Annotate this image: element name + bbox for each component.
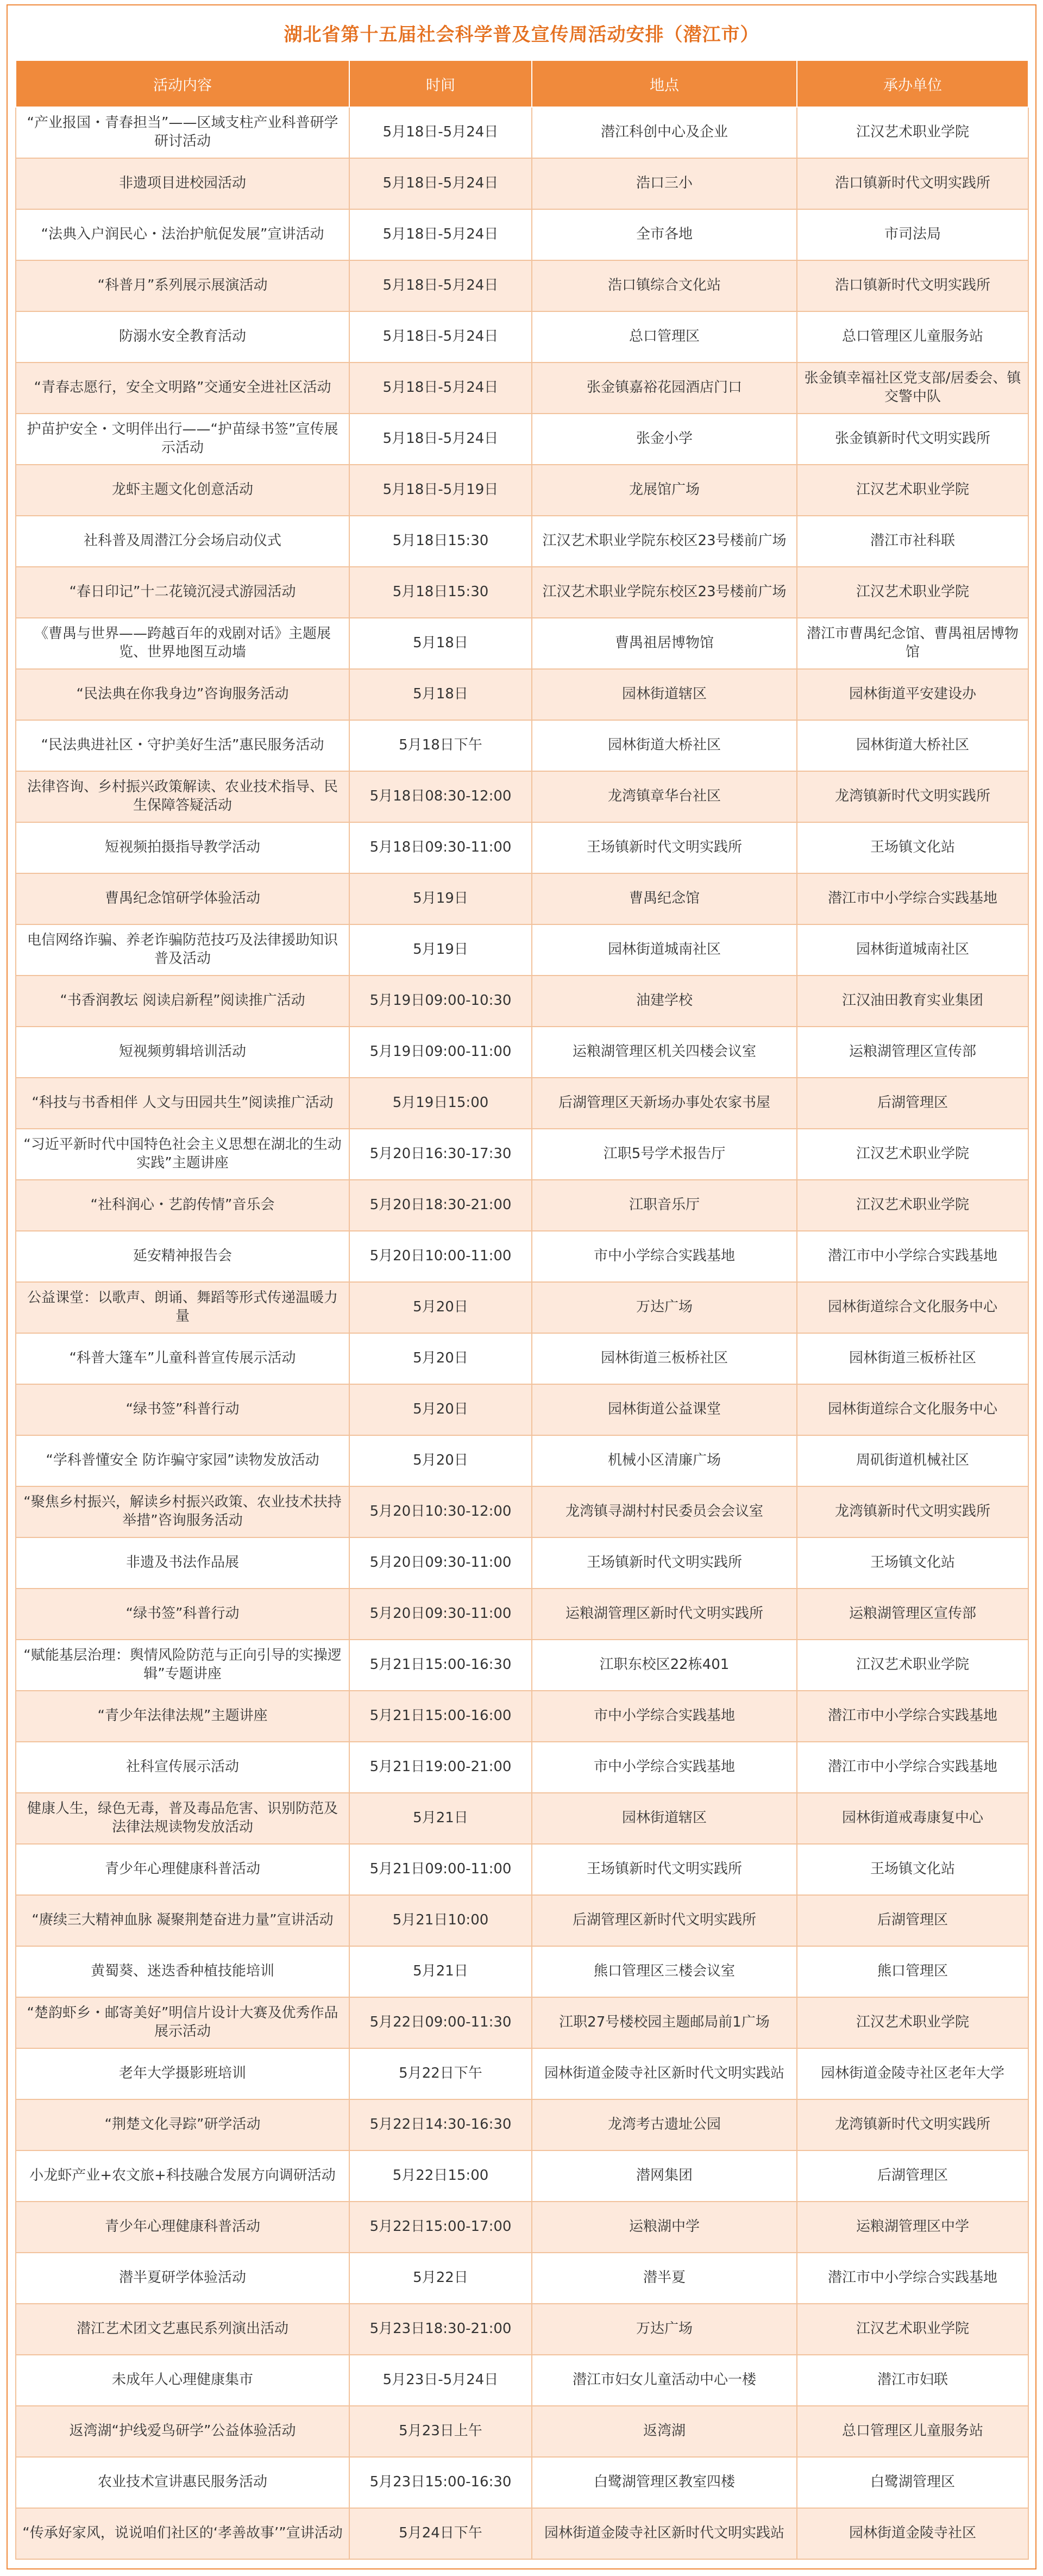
- location-cell: 园林街道三板桥社区: [532, 1333, 797, 1384]
- page-title: 湖北省第十五届社会科学普及宣传周活动安排（潜江市）: [284, 23, 759, 46]
- location-cell: 熊口管理区三楼会议室: [532, 1946, 797, 1997]
- location-cell: 江职音乐厅: [532, 1180, 797, 1231]
- location-cell: 江职5号学术报告厅: [532, 1129, 797, 1180]
- time-cell: 5月20日18:30-21:00: [349, 1180, 532, 1231]
- header-organizer: 承办单位: [797, 60, 1028, 107]
- activity-cell: 健康人生，绿色无毒，普及毒品危害、识别防范及法律法规读物发放活动: [16, 1793, 349, 1844]
- location-cell: 潜江市妇女儿童活动中心一楼: [532, 2355, 797, 2406]
- location-cell: 江职27号楼校园主题邮局前1广场: [532, 1997, 797, 2048]
- organizer-cell: 潜江市妇联: [797, 2355, 1028, 2406]
- activity-cell: 《曹禺与世界——跨越百年的戏剧对话》主题展览、世界地图互动墙: [16, 618, 349, 669]
- activity-cell: “产业报国・青春担当”——区域支柱产业科普研学研讨活动: [16, 107, 349, 158]
- location-cell: 后湖管理区新时代文明实践所: [532, 1895, 797, 1946]
- organizer-cell: 江汉艺术职业学院: [797, 1129, 1028, 1180]
- table-row: [16, 1997, 1028, 2048]
- activity-cell: 农业技术宣讲惠民服务活动: [16, 2457, 349, 2508]
- time-cell: 5月21日: [349, 1946, 532, 1997]
- organizer-cell: 王场镇文化站: [797, 1844, 1028, 1895]
- table-row: [16, 976, 1028, 1027]
- table-row: [16, 209, 1028, 260]
- header-time: 时间: [349, 60, 532, 107]
- table-row: [16, 2253, 1028, 2304]
- table-row: [16, 771, 1028, 822]
- organizer-cell: 园林街道金陵寺社区老年大学: [797, 2048, 1028, 2099]
- location-cell: 王场镇新时代文明实践所: [532, 1844, 797, 1895]
- table-row: [16, 465, 1028, 516]
- table-row: [16, 516, 1028, 567]
- activity-cell: 社科宣传展示活动: [16, 1742, 349, 1793]
- location-cell: 王场镇新时代文明实践所: [532, 1537, 797, 1589]
- table-row: [16, 1486, 1028, 1537]
- time-cell: 5月23日-5月24日: [349, 2355, 532, 2406]
- time-cell: 5月18日15:30: [349, 516, 532, 567]
- location-cell: 全市各地: [532, 209, 797, 260]
- table-row: [16, 1282, 1028, 1333]
- table-row: [16, 107, 1028, 158]
- location-cell: 市中小学综合实践基地: [532, 1742, 797, 1793]
- activity-cell: “民法典在你我身边”咨询服务活动: [16, 669, 349, 720]
- location-cell: 浩口三小: [532, 158, 797, 209]
- organizer-cell: 总口管理区儿童服务站: [797, 311, 1028, 362]
- table-row: [16, 1895, 1028, 1946]
- time-cell: 5月19日15:00: [349, 1078, 532, 1129]
- activity-cell: “习近平新时代中国特色社会主义思想在湖北的生动实践”主题讲座: [16, 1129, 349, 1180]
- activity-cell: “聚焦乡村振兴，解读乡村振兴政策、农业技术扶持举措”咨询服务活动: [16, 1486, 349, 1537]
- organizer-cell: 张金镇幸福社区党支部/居委会、镇交警中队: [797, 362, 1028, 414]
- table-row: [16, 2150, 1028, 2202]
- location-cell: 江汉艺术职业学院东校区23号楼前广场: [532, 567, 797, 618]
- location-cell: 后湖管理区天新场办事处农家书屋: [532, 1078, 797, 1129]
- activity-cell: “传承好家风，说说咱们社区的‘孝善故事’”宣讲活动: [16, 2508, 349, 2559]
- time-cell: 5月20日16:30-17:30: [349, 1129, 532, 1180]
- location-cell: 运粮湖管理区新时代文明实践所: [532, 1589, 797, 1640]
- time-cell: 5月23日上午: [349, 2406, 532, 2457]
- activity-cell: 黄蜀葵、迷迭香种植技能培训: [16, 1946, 349, 1997]
- location-cell: 返湾湖: [532, 2406, 797, 2457]
- table-body: [16, 107, 1028, 2559]
- location-cell: 运粮湖中学: [532, 2202, 797, 2253]
- table-row: [16, 822, 1028, 873]
- organizer-cell: 后湖管理区: [797, 1895, 1028, 1946]
- time-cell: 5月20日09:30-11:00: [349, 1589, 532, 1640]
- schedule-frame: [7, 4, 1036, 2569]
- table-row: [16, 1691, 1028, 1742]
- table-row: [16, 2508, 1028, 2559]
- activity-cell: 非遗及书法作品展: [16, 1537, 349, 1589]
- organizer-cell: 王场镇文化站: [797, 822, 1028, 873]
- location-cell: 园林街道金陵寺社区新时代文明实践站: [532, 2048, 797, 2099]
- organizer-cell: 江汉艺术职业学院: [797, 1180, 1028, 1231]
- table-row: [16, 1333, 1028, 1384]
- time-cell: 5月22日: [349, 2253, 532, 2304]
- activity-cell: “赓续三大精神血脉 凝聚荆楚奋进力量”宣讲活动: [16, 1895, 349, 1946]
- time-cell: 5月22日下午: [349, 2048, 532, 2099]
- table-row: [16, 1946, 1028, 1997]
- organizer-cell: 园林街道大桥社区: [797, 720, 1028, 771]
- location-cell: 曹禺祖居博物馆: [532, 618, 797, 669]
- table-header-row: [16, 60, 1028, 107]
- organizer-cell: 园林街道平安建设办: [797, 669, 1028, 720]
- organizer-cell: 江汉油田教育实业集团: [797, 976, 1028, 1027]
- table-row: [16, 2355, 1028, 2406]
- activity-cell: “青春志愿行，安全文明路”交通安全进社区活动: [16, 362, 349, 414]
- organizer-cell: 园林街道金陵寺社区: [797, 2508, 1028, 2559]
- organizer-cell: 浩口镇新时代文明实践所: [797, 158, 1028, 209]
- table-row: [16, 1844, 1028, 1895]
- table-row: [16, 1078, 1028, 1129]
- organizer-cell: 后湖管理区: [797, 1078, 1028, 1129]
- time-cell: 5月19日09:00-11:00: [349, 1027, 532, 1078]
- location-cell: 市中小学综合实践基地: [532, 1691, 797, 1742]
- organizer-cell: 江汉艺术职业学院: [797, 1640, 1028, 1691]
- activity-cell: “科普大篷车”儿童科普宣传展示活动: [16, 1333, 349, 1384]
- table-row: [16, 2099, 1028, 2150]
- time-cell: 5月20日09:30-11:00: [349, 1537, 532, 1589]
- location-cell: 龙展馆广场: [532, 465, 797, 516]
- organizer-cell: 周矶街道机械社区: [797, 1435, 1028, 1486]
- location-cell: 王场镇新时代文明实践所: [532, 822, 797, 873]
- organizer-cell: 园林街道城南社区: [797, 924, 1028, 976]
- time-cell: 5月22日15:00: [349, 2150, 532, 2202]
- table-row: [16, 260, 1028, 311]
- time-cell: 5月21日09:00-11:00: [349, 1844, 532, 1895]
- location-cell: 江汉艺术职业学院东校区23号楼前广场: [532, 516, 797, 567]
- header-activity: 活动内容: [16, 60, 349, 107]
- time-cell: 5月18日-5月24日: [349, 260, 532, 311]
- location-cell: 张金小学: [532, 414, 797, 465]
- table-row: [16, 618, 1028, 669]
- organizer-cell: 总口管理区儿童服务站: [797, 2406, 1028, 2457]
- location-cell: 园林街道辖区: [532, 1793, 797, 1844]
- time-cell: 5月23日15:00-16:30: [349, 2457, 532, 2508]
- location-cell: 市中小学综合实践基地: [532, 1231, 797, 1282]
- time-cell: 5月18日-5月24日: [349, 158, 532, 209]
- activity-cell: 短视频剪辑培训活动: [16, 1027, 349, 1078]
- organizer-cell: 张金镇新时代文明实践所: [797, 414, 1028, 465]
- table-row: [16, 2202, 1028, 2253]
- time-cell: 5月20日: [349, 1384, 532, 1435]
- time-cell: 5月19日: [349, 873, 532, 924]
- organizer-cell: 江汉艺术职业学院: [797, 2304, 1028, 2355]
- location-cell: 园林街道公益课堂: [532, 1384, 797, 1435]
- table-row: [16, 1537, 1028, 1589]
- table-row: [16, 1231, 1028, 1282]
- organizer-cell: 江汉艺术职业学院: [797, 107, 1028, 158]
- table-row: [16, 362, 1028, 414]
- table-row: [16, 669, 1028, 720]
- table-row: [16, 2304, 1028, 2355]
- table-row: [16, 2048, 1028, 2099]
- table-row: [16, 720, 1028, 771]
- table-row: [16, 1180, 1028, 1231]
- location-cell: 潜半夏: [532, 2253, 797, 2304]
- time-cell: 5月20日: [349, 1435, 532, 1486]
- activity-cell: “科技与书香相伴 人文与田园共生”阅读推广活动: [16, 1078, 349, 1129]
- activity-cell: “法典入户润民心・法治护航促发展”宣讲活动: [16, 209, 349, 260]
- location-cell: 白鹭湖管理区教室四楼: [532, 2457, 797, 2508]
- time-cell: 5月22日15:00-17:00: [349, 2202, 532, 2253]
- time-cell: 5月18日-5月24日: [349, 414, 532, 465]
- time-cell: 5月18日09:30-11:00: [349, 822, 532, 873]
- organizer-cell: 龙湾镇新时代文明实践所: [797, 1486, 1028, 1537]
- time-cell: 5月18日: [349, 618, 532, 669]
- location-cell: 园林街道大桥社区: [532, 720, 797, 771]
- time-cell: 5月22日14:30-16:30: [349, 2099, 532, 2150]
- organizer-cell: 后湖管理区: [797, 2150, 1028, 2202]
- time-cell: 5月20日10:00-11:00: [349, 1231, 532, 1282]
- activity-cell: “绿书签”科普行动: [16, 1589, 349, 1640]
- organizer-cell: 龙湾镇新时代文明实践所: [797, 2099, 1028, 2150]
- location-cell: 园林街道城南社区: [532, 924, 797, 976]
- location-cell: 潜江科创中心及企业: [532, 107, 797, 158]
- time-cell: 5月20日: [349, 1282, 532, 1333]
- schedule-table: [15, 60, 1029, 2560]
- location-cell: 张金镇嘉裕花园酒店门口: [532, 362, 797, 414]
- table-row: [16, 1129, 1028, 1180]
- table-row: [16, 311, 1028, 362]
- activity-cell: 龙虾主题文化创意活动: [16, 465, 349, 516]
- activity-cell: 延安精神报告会: [16, 1231, 349, 1282]
- activity-cell: “学科普懂安全 防诈骗守家园”读物发放活动: [16, 1435, 349, 1486]
- table-row: [16, 873, 1028, 924]
- table-row: [16, 414, 1028, 465]
- header-location: 地点: [532, 60, 797, 107]
- time-cell: 5月21日10:00: [349, 1895, 532, 1946]
- time-cell: 5月23日18:30-21:00: [349, 2304, 532, 2355]
- time-cell: 5月21日19:00-21:00: [349, 1742, 532, 1793]
- activity-cell: 公益课堂：以歌声、朗诵、舞蹈等形式传递温暖力量: [16, 1282, 349, 1333]
- time-cell: 5月22日09:00-11:30: [349, 1997, 532, 2048]
- location-cell: 浩口镇综合文化站: [532, 260, 797, 311]
- table-row: [16, 2406, 1028, 2457]
- activity-cell: “荆楚文化寻踪”研学活动: [16, 2099, 349, 2150]
- time-cell: 5月18日-5月24日: [349, 209, 532, 260]
- organizer-cell: 潜江市曹禺纪念馆、曹禺祖居博物馆: [797, 618, 1028, 669]
- table-row: [16, 1435, 1028, 1486]
- activity-cell: 护苗护安全・文明伴出行——“护苗绿书签”宣传展示活动: [16, 414, 349, 465]
- activity-cell: “科普月”系列展示展演活动: [16, 260, 349, 311]
- location-cell: 总口管理区: [532, 311, 797, 362]
- activity-cell: “楚韵虾乡・邮寄美好”明信片设计大赛及优秀作品展示活动: [16, 1997, 349, 2048]
- activity-cell: 社科普及周潜江分会场启动仪式: [16, 516, 349, 567]
- time-cell: 5月21日15:00-16:30: [349, 1640, 532, 1691]
- organizer-cell: 江汉艺术职业学院: [797, 1997, 1028, 2048]
- activity-cell: “民法典进社区・守护美好生活”惠民服务活动: [16, 720, 349, 771]
- organizer-cell: 园林街道综合文化服务中心: [797, 1384, 1028, 1435]
- table-row: [16, 1589, 1028, 1640]
- location-cell: 万达广场: [532, 2304, 797, 2355]
- table-row: [16, 1640, 1028, 1691]
- time-cell: 5月18日-5月24日: [349, 311, 532, 362]
- time-cell: 5月21日15:00-16:00: [349, 1691, 532, 1742]
- activity-cell: “赋能基层治理：舆情风险防范与正向引导的实操逻辑”专题讲座: [16, 1640, 349, 1691]
- organizer-cell: 浩口镇新时代文明实践所: [797, 260, 1028, 311]
- table-row: [16, 1793, 1028, 1844]
- time-cell: 5月24日下午: [349, 2508, 532, 2559]
- activity-cell: “春日印记”十二花镜沉浸式游园活动: [16, 567, 349, 618]
- location-cell: 龙湾镇章华台社区: [532, 771, 797, 822]
- table-row: [16, 1742, 1028, 1793]
- activity-cell: 潜江艺术团文艺惠民系列演出活动: [16, 2304, 349, 2355]
- table-row: [16, 1384, 1028, 1435]
- location-cell: 园林街道辖区: [532, 669, 797, 720]
- activity-cell: 法律咨询、乡村振兴政策解读、农业技术指导、民生保障答疑活动: [16, 771, 349, 822]
- table-row: [16, 2457, 1028, 2508]
- organizer-cell: 园林街道戒毒康复中心: [797, 1793, 1028, 1844]
- organizer-cell: 白鹭湖管理区: [797, 2457, 1028, 2508]
- time-cell: 5月21日: [349, 1793, 532, 1844]
- organizer-cell: 潜江市中小学综合实践基地: [797, 2253, 1028, 2304]
- organizer-cell: 龙湾镇新时代文明实践所: [797, 771, 1028, 822]
- organizer-cell: 潜江市中小学综合实践基地: [797, 1691, 1028, 1742]
- organizer-cell: 潜江市中小学综合实践基地: [797, 1231, 1028, 1282]
- table-row: [16, 567, 1028, 618]
- organizer-cell: 王场镇文化站: [797, 1537, 1028, 1589]
- activity-cell: 潜半夏研学体验活动: [16, 2253, 349, 2304]
- time-cell: 5月18日-5月19日: [349, 465, 532, 516]
- table-row: [16, 924, 1028, 976]
- location-cell: 龙湾镇寻湖村村民委员会会议室: [532, 1486, 797, 1537]
- time-cell: 5月18日15:30: [349, 567, 532, 618]
- location-cell: 园林街道金陵寺社区新时代文明实践站: [532, 2508, 797, 2559]
- location-cell: 潜网集团: [532, 2150, 797, 2202]
- location-cell: 曹禺纪念馆: [532, 873, 797, 924]
- organizer-cell: 市司法局: [797, 209, 1028, 260]
- activity-cell: 青少年心理健康科普活动: [16, 2202, 349, 2253]
- organizer-cell: 运粮湖管理区中学: [797, 2202, 1028, 2253]
- organizer-cell: 熊口管理区: [797, 1946, 1028, 1997]
- activity-cell: 曹禺纪念馆研学体验活动: [16, 873, 349, 924]
- organizer-cell: 园林街道三板桥社区: [797, 1333, 1028, 1384]
- location-cell: 运粮湖管理区机关四楼会议室: [532, 1027, 797, 1078]
- time-cell: 5月18日: [349, 669, 532, 720]
- activity-cell: “绿书签”科普行动: [16, 1384, 349, 1435]
- organizer-cell: 江汉艺术职业学院: [797, 465, 1028, 516]
- organizer-cell: 运粮湖管理区宣传部: [797, 1027, 1028, 1078]
- organizer-cell: 潜江市中小学综合实践基地: [797, 1742, 1028, 1793]
- organizer-cell: 潜江市中小学综合实践基地: [797, 873, 1028, 924]
- activity-cell: 返湾湖“护线爱鸟研学”公益体验活动: [16, 2406, 349, 2457]
- location-cell: 油建学校: [532, 976, 797, 1027]
- activity-cell: 青少年心理健康科普活动: [16, 1844, 349, 1895]
- activity-cell: 未成年人心理健康集市: [16, 2355, 349, 2406]
- time-cell: 5月19日: [349, 924, 532, 976]
- time-cell: 5月18日-5月24日: [349, 107, 532, 158]
- activity-cell: “社科润心・艺韵传情”音乐会: [16, 1180, 349, 1231]
- location-cell: 江职东校区22栋401: [532, 1640, 797, 1691]
- time-cell: 5月20日10:30-12:00: [349, 1486, 532, 1537]
- organizer-cell: 潜江市社科联: [797, 516, 1028, 567]
- time-cell: 5月20日: [349, 1333, 532, 1384]
- time-cell: 5月18日下午: [349, 720, 532, 771]
- organizer-cell: 运粮湖管理区宣传部: [797, 1589, 1028, 1640]
- activity-cell: 非遗项目进校园活动: [16, 158, 349, 209]
- activity-cell: 电信网络诈骗、养老诈骗防范技巧及法律援助知识普及活动: [16, 924, 349, 976]
- organizer-cell: 园林街道综合文化服务中心: [797, 1282, 1028, 1333]
- organizer-cell: 江汉艺术职业学院: [797, 567, 1028, 618]
- activity-cell: “青少年法律法规”主题讲座: [16, 1691, 349, 1742]
- activity-cell: 短视频拍摄指导教学活动: [16, 822, 349, 873]
- activity-cell: 防溺水安全教育活动: [16, 311, 349, 362]
- activity-cell: 小龙虾产业+农文旅+科技融合发展方向调研活动: [16, 2150, 349, 2202]
- location-cell: 机械小区清廉广场: [532, 1435, 797, 1486]
- time-cell: 5月18日08:30-12:00: [349, 771, 532, 822]
- location-cell: 万达广场: [532, 1282, 797, 1333]
- time-cell: 5月19日09:00-10:30: [349, 976, 532, 1027]
- table-row: [16, 158, 1028, 209]
- location-cell: 龙湾考古遗址公园: [532, 2099, 797, 2150]
- table-row: [16, 1027, 1028, 1078]
- activity-cell: 老年大学摄影班培训: [16, 2048, 349, 2099]
- time-cell: 5月18日-5月24日: [349, 362, 532, 414]
- activity-cell: “书香润教坛 阅读启新程”阅读推广活动: [16, 976, 349, 1027]
